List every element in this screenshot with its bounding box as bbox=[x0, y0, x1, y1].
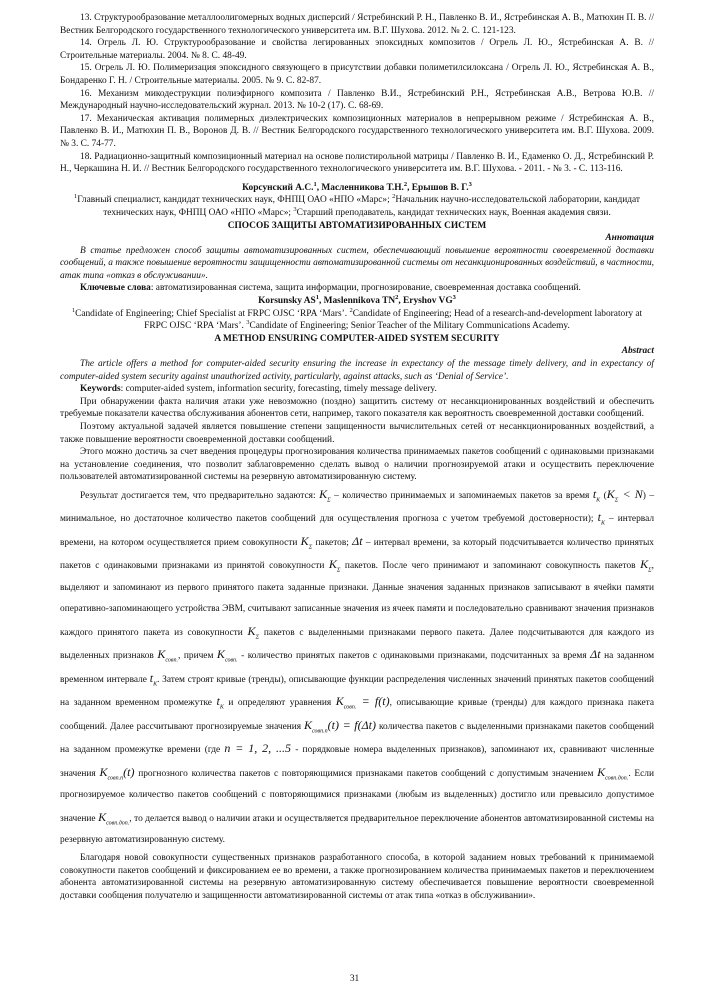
body-paragraph-formulas: Результат достигается тем, что предварительно задаются: $K_\Sigma$ – количество принимаемых и запоминаемых пакетов за время $t_K$ $(K_\Sigma < N)$ – минимальное, но достаточное количество пакетов сообщений для осуществления прогноза с учетом требуемой достоверности); $t_K$ – интервал времени, на котором осуществляется прием совокупности $K_\Sigma$ пакетов; Δt – интервал времени, за который подсчитывается количество принятых пакетов с одинаковыми признаками из принятой совокупности $K_\Sigma$ пакетов. После чего принимают и запоминают совокупность пакетов $K_\Sigma$, выделяют и запоминают из первого принятого пакета заданные признаки. Данные значения заданных признаков записывают в ячейки памяти оперативно-запоминающего устройства ЭВМ, считывают записанные значения из ячеек памяти и последовательно сравнивают значения признаков каждого принятого пакета из совокупности $K_\Sigma$ пакетов с выделенными признаками первого пакета. Далее подсчитываются для каждого из выделенных признаков $K_{совп.}$, причем $K_{совп.}$ - количество принятых пакетов с одинаковыми признаками, подсчитанных за время Δt на заданном временном интервале $t_K$. Затем строят кривые (тренды), описывающие функции распределения численных значений принятых пакетов сообщений на заданном временном промежутке $t_K$ и определяют уравнения $K_{совп.} = f(t)$, описывающие кривые (тренды) для каждого признака пакета сообщений. Далее рассчитывают прогнозируемые значения $K_{совп.n}(t) = f(\Delta t)$ количества пакетов с выделенными признаками пакетов сообщений на заданном промежутке времени (где n = 1, 2, ...5 - порядковые номера выделенных признаков), запоминают их, сравнивают численные значения $K_{совп.n}(t)$ прогнозного количества пакетов с повторяющимися признаками пакетов сообщений с допустимым значением $K_{совп.доп.}$. Если прогнозируемое количество пакетов сообщений с повторяющимися признаками (любым из выделенных) достигло или превысило допустимое значение $K_{совп.доп.}$, то делается вывод о наличии атаки и осуществляется предварительное переключение абонентов автоматизированной системы на резервную автоматизированную систему. bbox=[60, 486, 655, 846]
formula-K-sum: $K_\Sigma$ bbox=[319, 486, 331, 504]
en-title: A METHOD ENSURING COMPUTER-AIDED SYSTEM SECURITY bbox=[214, 333, 500, 344]
formula-delta-t: Δt bbox=[590, 647, 601, 662]
formula-K-sovp-n-forecast: $K_{совп.n}(t) = f(\Delta t)$ bbox=[304, 717, 377, 735]
references-list bbox=[60, 12, 654, 176]
formula-K-sovp: $K_{совп.}$ bbox=[216, 647, 238, 664]
en-abstract: The article offers a method for computer-aided security ensuring the increase in expectancy of the message timely delivery, and in expectancy of computer-aided system security against unauthorized activity, particularly, against attacks, such as ‘Denial of Service’. bbox=[60, 359, 654, 382]
formula-K-sovp-dop: $K_{совп.доп.}$ bbox=[597, 764, 629, 782]
formula-K-sum: $K_\Sigma$ bbox=[328, 557, 341, 574]
formula-tK: $t_K$ bbox=[592, 486, 601, 504]
formula-K-sovp-eq-f-t: $K_{совп.} = f(t)$ bbox=[335, 694, 390, 711]
reference-item: 17. Механическая активация полимерных диэлектрических композиционных материалов в непрерывном режиме / Ястребинская А. В., Павленко В. И., Матюхин П. В., Воронов Д. В. // Вестник Белгородского государственного технологического университета им. В.Г. Шухова. 2009. № 3. С. 74-77. bbox=[60, 113, 654, 149]
page-content bbox=[60, 12, 654, 902]
body-paragraph: Благодаря новой совокупности существенных признаков разработанного способа, в которой заданием новых требований к принимаемой совокупности пакетов сообщений и фиксированием ее во времени, а также прогнозированием количества принимаемых пакетов и переключением абонента автоматизированной системы на резервную автоматизированную систему обеспечивается повышение вероятности своевременной доставки сообщения получателю и защищенности автоматизированной системы от атак типа «отказ в обслуживании». bbox=[60, 852, 654, 901]
reference-item: 16. Механизм микодеструкции полиэфирного композита / Павленко В.И., Ястребинский Р.Н., Ястребинская А.В., Ветрова Ю.В. // Международный научно-исследовательский журнал. 2013. № 10-2 (17). С. 68-69. bbox=[60, 88, 654, 112]
body-paragraph: Поэтому актуальной задачей является повышение степени защищенности вычислительных сетей от несанкционированных воздействий, а также повышение вероятности своевременной доставки сообщений. bbox=[60, 422, 654, 445]
formula-K-lt-N: $K_\Sigma < N$ bbox=[606, 486, 643, 504]
formula-K-sovp-dop: $K_{совп.доп.}$ bbox=[98, 809, 130, 827]
en-affiliations: $^1$Candidate of Engineering; Chief Specialist at FRPC OJSC ‘RPA ‘Mars’. $^2$Candidate of Engineering; Head of a research-and-development laboratory at FRPC OJSC ‘RPA ‘Mars’. $^3$Candidate of Engineering; Senior Teacher of the Military Communications Academy. bbox=[71, 306, 643, 332]
ru-keywords: Ключевые слова: автоматизированная система, защита информации, прогнозирование, своевременная доставка сообщений. bbox=[80, 283, 581, 294]
ru-title: СПОСОБ ЗАЩИТЫ АВТОМАТИЗИРОВАННЫХ СИСТЕМ bbox=[227, 220, 487, 231]
reference-item: 15. Огрель Л. Ю. Полимеризация эпоксидного связующего в присутствии добавки полиметилсилоксана / Огрель Л. Ю., Ястребинская А. В., Бондаренко Г. Н. / Строительные материалы. 2005. № 9. С. 82-87. bbox=[60, 63, 654, 86]
formula-K-sovp: $K_{совп.}$ bbox=[157, 647, 178, 664]
formula-K-sovp-n-t: $K_{совп.n}(t)$ bbox=[99, 764, 135, 782]
body-paragraph: Этого можно достичь за счет введения процедуры прогнозирования количества принимаемых пакетов сообщений с одинаковыми признаками на установление соединения, что позволит заблаговременно сделать вывод о наличии прогнозируемой атаки и осуществить переключение пользователей автоматизированной системы на резервную автоматизированную систему. bbox=[60, 447, 654, 483]
formula-tK: $t_K$ bbox=[597, 510, 605, 527]
en-abstract-label: Abstract bbox=[621, 346, 654, 357]
formula-delta-t: Δt bbox=[352, 533, 363, 548]
en-authors: Korsunsky $AS^1$, Maslennikova $TN^2$, Eryshov $VG^3$ bbox=[258, 293, 456, 307]
ru-abstract: В статье предложен способ защиты автоматизированных систем, обеспечивающий повышение вероятности своевременной доставки сообщений, а также повышение вероятности защищенности автоматизированной системы от несанкционированных воздействий, в частности, атак типа «отказ в обслуживании». bbox=[60, 245, 654, 281]
reference-item: 18. Радиационно-защитный композиционный материал на основе полистирольной матрицы / Павленко В. И., Едаменко О. Д., Ястребинский Р. Н., Черкашина Н. И. // Вестник Белгородского государственного технологического университета им. В.Г. Шухова. - 2011. - № 3. - С. 113-116. bbox=[60, 151, 654, 175]
reference-item: 14. Огрель Л. Ю. Структурообразование и свойства легированных эпоксидных композитов / Огрель Л. Ю., Ястребинская А. В. // Строительные материалы. 2004. № 8. С. 48-49. bbox=[60, 38, 654, 61]
en-keywords: Keywords: computer-aided system, information security, forecasting, timely message delivery. bbox=[80, 384, 437, 395]
ru-abstract-label: Аннотация bbox=[605, 233, 654, 244]
body-paragraph: При обнаружении факта наличия атаки уже невозможно (поздно) защитить систему от несанкционированных воздействий и обеспечить требуемые показатели качества обслуживания абонентов сети, например, такого показателя как вероятность своевременной доставки сообщений. bbox=[60, 396, 654, 420]
formula-n-range: n = 1, 2, ...5 bbox=[224, 741, 291, 756]
page-number: 31 bbox=[349, 974, 360, 984]
formula-tK: $t_K$ bbox=[216, 694, 224, 711]
formula-K-sum: $K_\Sigma$ bbox=[640, 557, 652, 574]
formula-tK: $t_K$ bbox=[149, 670, 158, 688]
ru-authors: Корсунский А.С.$^1$, Масленникова Т.Н.$^2$, Ерышов В. Г.$^3$ bbox=[242, 180, 472, 193]
formula-K-sum: $K_\Sigma$ bbox=[247, 623, 260, 641]
ru-affiliations: $^1$Главный специалист, кандидат технических наук, ФНПЦ ОАО «НПО «Марс»; $^2$Начальник научно-исследовательской лаборатории, кандидат технических наук, ФНПЦ ОАО «НПО «Марс»; $^3$Старший преподаватель, кандидат технических наук, Военная академия связи. bbox=[73, 193, 641, 218]
reference-item: 13. Структурообразование металлоолигомерных водных дисперсий / Ястребинский Р. Н., Павленко В. И., Ястребинская А. В., Матюхин П. В. // Вестник Белгородского государственного технологического университета им. В.Г. Шухова. 2012. № 2. С. 121-123. bbox=[60, 13, 654, 36]
formula-K-sum: $K_\Sigma$ bbox=[300, 533, 313, 551]
